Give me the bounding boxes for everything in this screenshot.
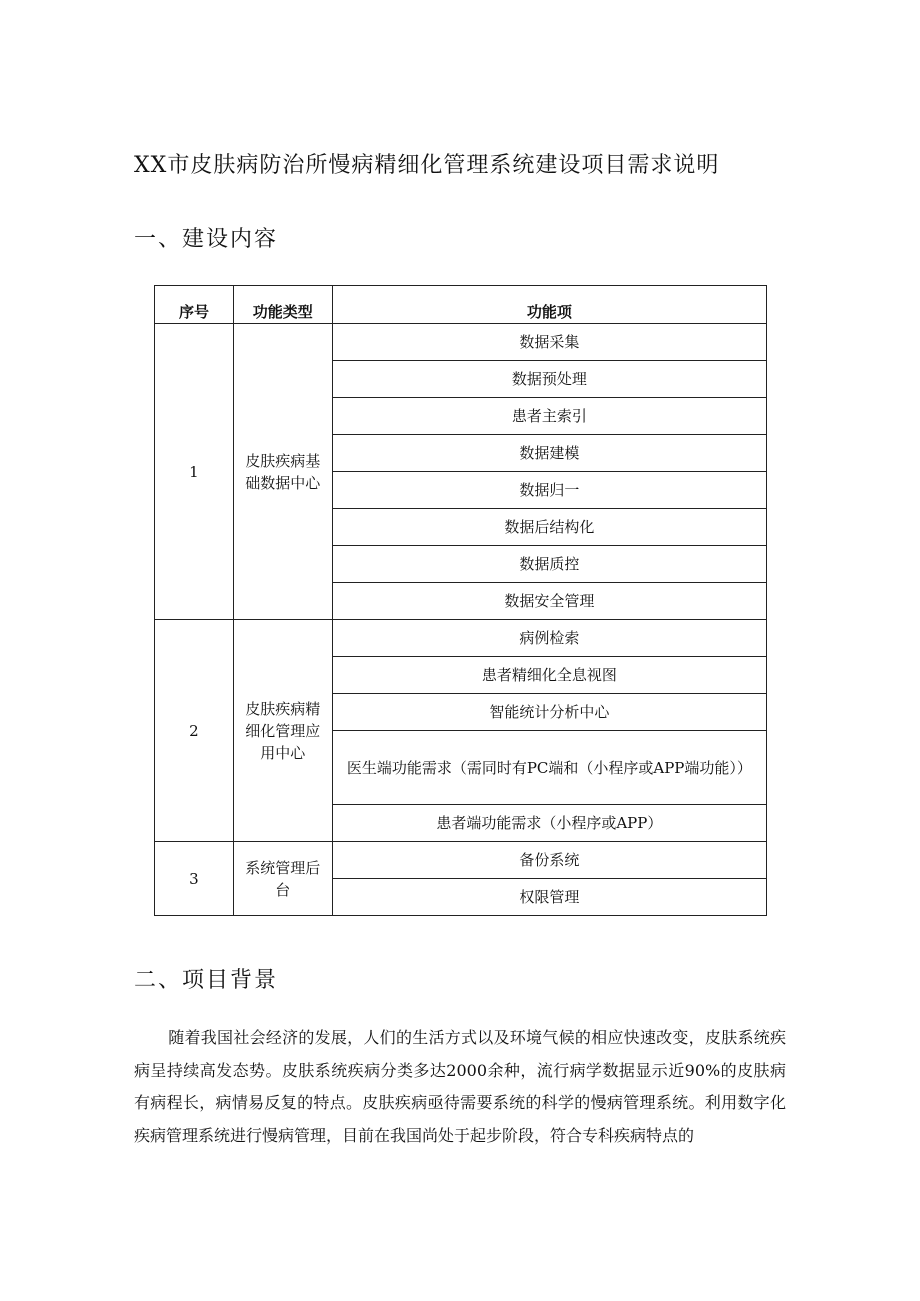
section-heading-construction: 一、建设内容: [134, 227, 279, 252]
group-type: 皮肤疾病基础数据中心: [233, 324, 332, 620]
header-no: 序号: [155, 286, 234, 324]
group-type: 皮肤疾病精细化管理应用中心: [233, 620, 332, 842]
background-paragraph-text: 随着我国社会经济的发展，人们的生活方式以及环境气候的相应快速改变，皮肤系统疾病呈持续高发态势。皮肤系统疾病分类多达2000余种，流行病学数据显示近90%的皮肤病有病程长，病情易反复的特点。皮肤疾病亟待需要系统的科学的慢病管理系统。利用数字化疾病管理系统进行慢病管理，目前在我国尚处于起步阶段，符合专科疾病特点的: [134, 1028, 786, 1145]
group-no: 2: [155, 620, 234, 842]
function-item: 患者主索引: [332, 398, 766, 435]
function-item: 数据质控: [332, 546, 766, 583]
function-item: 数据归一: [332, 472, 766, 509]
function-item: 数据安全管理: [332, 583, 766, 620]
function-item: 权限管理: [332, 879, 766, 916]
function-item: 备份系统: [332, 842, 766, 879]
background-paragraph: [134, 1022, 786, 1152]
table-row: [155, 324, 767, 361]
table-header-row: [155, 286, 767, 324]
header-item: 功能项: [332, 286, 766, 324]
document-title: XX市皮肤病防治所慢病精细化管理系统建设项目需求说明: [134, 153, 720, 178]
function-item: 智能统计分析中心: [332, 694, 766, 731]
table-row: [155, 620, 767, 657]
function-item: 病例检索: [332, 620, 766, 657]
requirements-table: [154, 285, 767, 916]
function-item: 数据预处理: [332, 361, 766, 398]
header-type: 功能类型: [233, 286, 332, 324]
function-item: 数据采集: [332, 324, 766, 361]
function-item: 患者端功能需求（小程序或APP）: [332, 805, 766, 842]
function-item: 数据建模: [332, 435, 766, 472]
table-row: [155, 842, 767, 879]
function-item: 数据后结构化: [332, 509, 766, 546]
section-heading-background: 二、项目背景: [134, 968, 279, 993]
function-item: 患者精细化全息视图: [332, 657, 766, 694]
group-type: 系统管理后台: [233, 842, 332, 916]
group-no: 1: [155, 324, 234, 620]
function-item: 医生端功能需求（需同时有PC端和（小程序或APP端功能））: [332, 731, 766, 805]
group-no: 3: [155, 842, 234, 916]
